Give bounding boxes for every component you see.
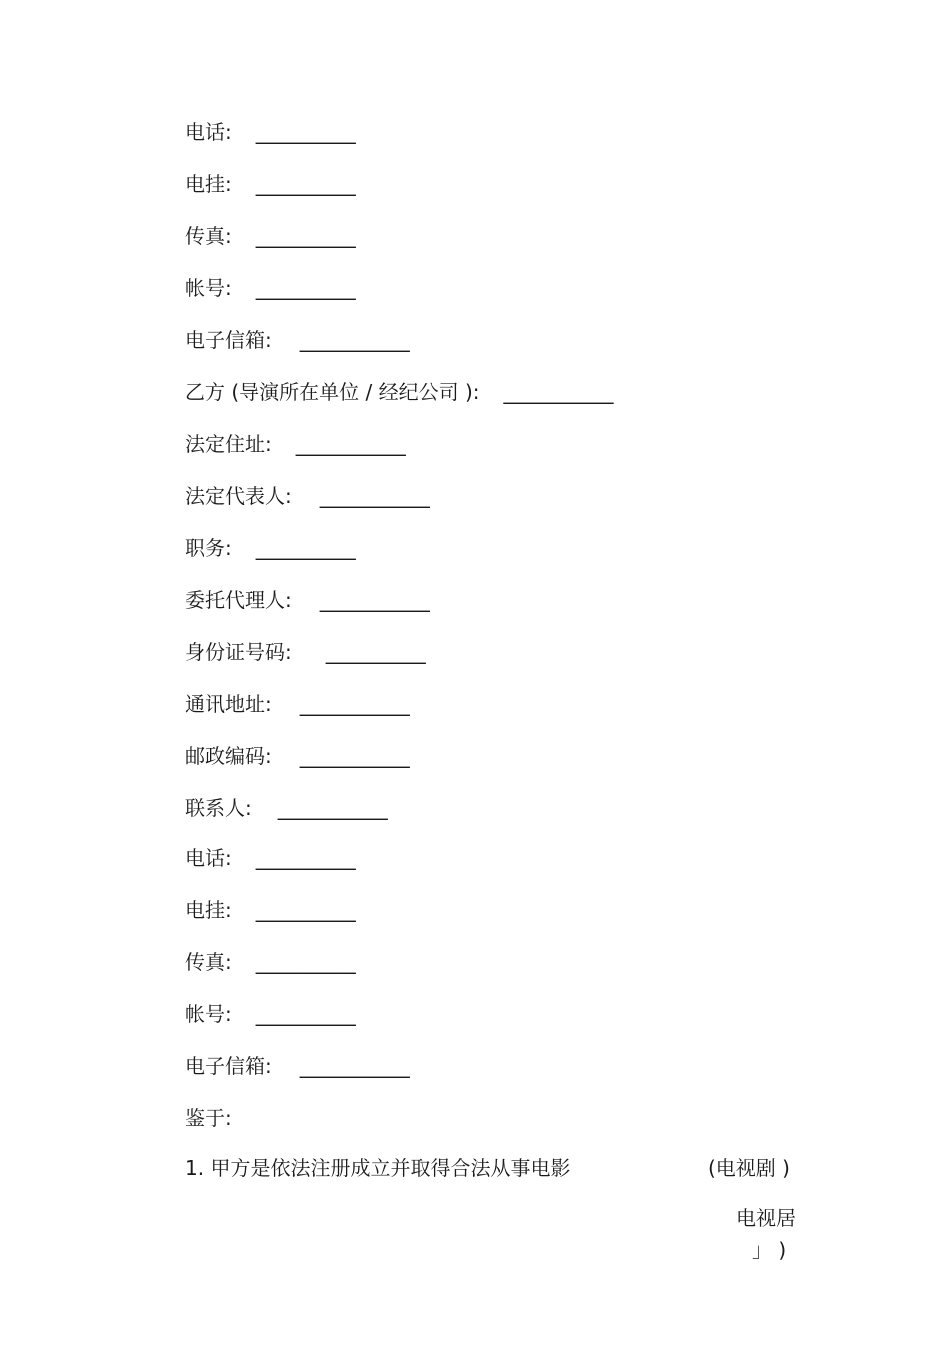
blank-line: __________	[255, 120, 356, 144]
field-label: 身份证号码:	[185, 640, 292, 664]
field-label: 电话:	[185, 846, 232, 870]
field-row	[185, 326, 410, 354]
clause-1-continuation: 电视居	[736, 1206, 796, 1230]
clause-1-continuation-2: 」 )	[752, 1238, 787, 1262]
blank-line: ___________	[299, 1054, 410, 1078]
field-label: 传真:	[185, 950, 232, 974]
whereas-heading: 鉴于:	[185, 1106, 232, 1130]
field-row	[185, 896, 356, 924]
field-row	[185, 534, 356, 562]
field-row	[185, 742, 410, 770]
clause-1-right-text: (电视剧 )	[708, 1156, 790, 1180]
field-label: 法定住址:	[185, 432, 272, 456]
blank-line: __________	[255, 1002, 356, 1026]
blank-line: __________	[255, 950, 356, 974]
blank-line: ___________	[503, 380, 614, 404]
field-row	[185, 482, 430, 510]
blank-line: __________	[255, 276, 356, 300]
field-label: 电话:	[185, 120, 232, 144]
blank-line: ___________	[299, 744, 410, 768]
party-b-heading	[185, 378, 614, 406]
field-label: 联系人:	[185, 796, 252, 820]
blank-line: __________	[255, 898, 356, 922]
field-label: 帐号:	[185, 1002, 232, 1026]
field-row	[185, 118, 356, 146]
field-label: 邮政编码:	[185, 744, 272, 768]
blank-line: __________	[255, 536, 356, 560]
blank-line: ___________	[319, 588, 430, 612]
field-row	[185, 586, 430, 614]
blank-line: ___________	[277, 796, 388, 820]
clause-1-text: 1. 甲方是依法注册成立并取得合法从事电影	[185, 1156, 571, 1180]
field-row	[185, 948, 356, 976]
field-row	[185, 1052, 410, 1080]
field-label: 职务:	[185, 536, 232, 560]
blank-line: ___________	[299, 328, 410, 352]
field-row	[185, 844, 356, 872]
blank-line: ___________	[299, 692, 410, 716]
field-label: 电子信箱:	[185, 1054, 272, 1078]
field-row	[185, 1000, 356, 1028]
field-row	[185, 794, 388, 822]
field-label: 委托代理人:	[185, 588, 292, 612]
field-row	[185, 274, 356, 302]
blank-line: __________	[255, 172, 356, 196]
field-label: 电挂:	[185, 172, 232, 196]
blank-line: ___________	[295, 432, 406, 456]
field-label: 法定代表人:	[185, 484, 292, 508]
field-label: 帐号:	[185, 276, 232, 300]
field-label: 电挂:	[185, 898, 232, 922]
field-row	[185, 638, 426, 666]
blank-line: ___________	[319, 484, 430, 508]
field-label: 乙方 (导演所在单位 / 经纪公司 ):	[185, 380, 480, 404]
blank-line: __________	[255, 846, 356, 870]
field-label: 通讯地址:	[185, 692, 272, 716]
field-row	[185, 170, 356, 198]
field-label: 传真:	[185, 224, 232, 248]
blank-line: __________	[325, 640, 426, 664]
field-row	[185, 690, 410, 718]
field-row	[185, 222, 356, 250]
field-label: 电子信箱:	[185, 328, 272, 352]
field-row	[185, 430, 406, 458]
blank-line: __________	[255, 224, 356, 248]
